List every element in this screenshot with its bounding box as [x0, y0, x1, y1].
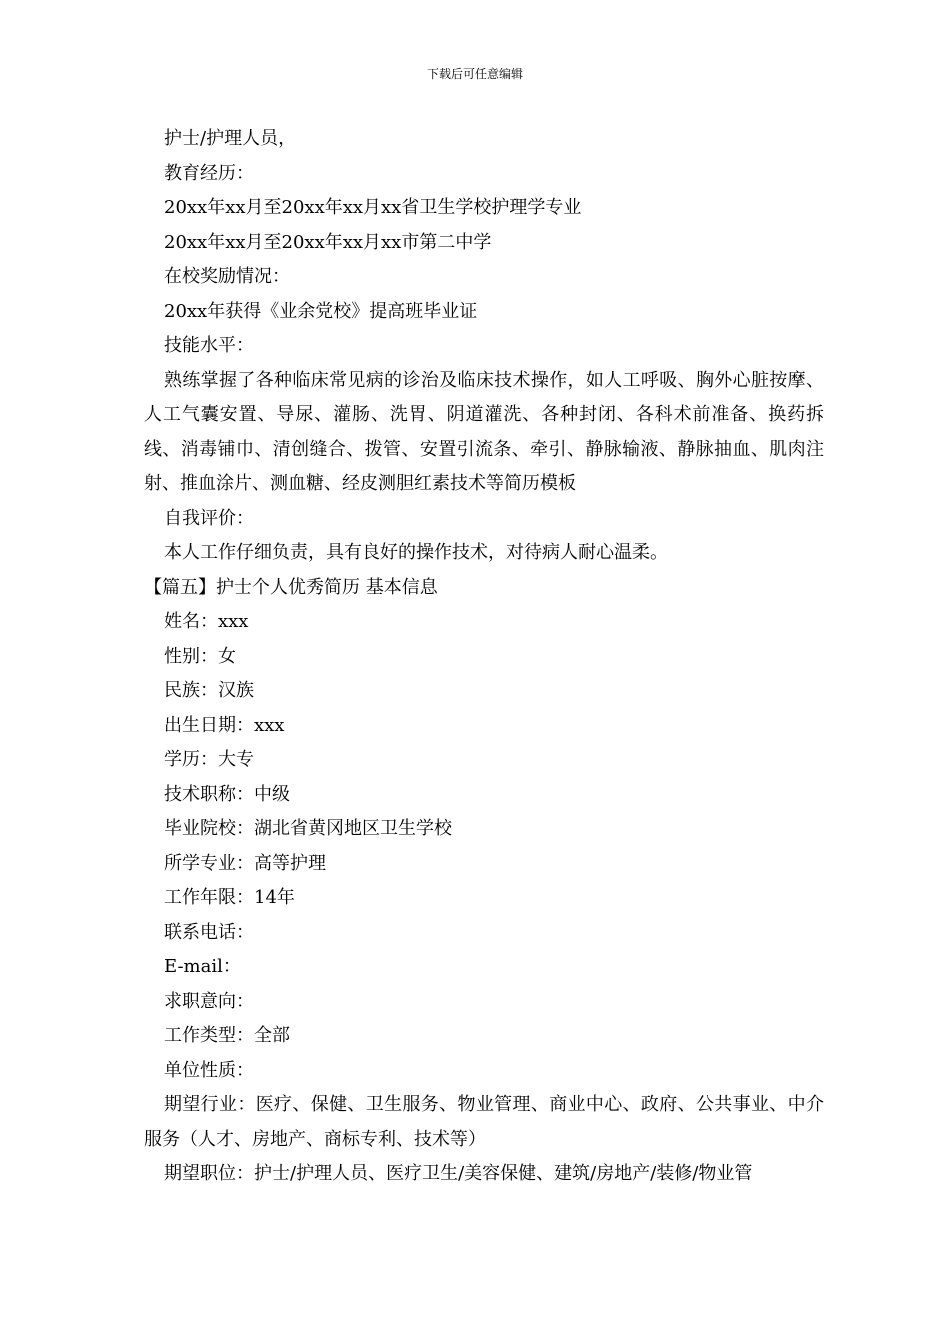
info-years: 工作年限：14年 — [164, 887, 295, 908]
position-line: 期望职位：护士/护理人员、医疗卫生/美容保健、建筑/房地产/装修/物业管 — [164, 1163, 753, 1184]
skills-paragraph: 熟练掌握了各种临床常见病的诊治及临床技术操作，如人工呼吸、胸外心脏按摩、人工气囊安置、导尿、灌肠、洗胃、阴道灌洗、各种封闭、各科术前准备、换药拆线、消毒铺巾、清创缝合、拨管、安置引流条、牵引、静脉输液、静脉抽血、肌肉注射、推血涂片、测血糖、经皮测胆红素技术等简历模板 — [144, 369, 824, 494]
info-major: 所学专业：高等护理 — [164, 852, 326, 874]
awards-item: 20xx年获得《业余党校》提高班毕业证 — [164, 300, 478, 322]
section-title: 【篇五】护士个人优秀简历 基本信息 — [144, 576, 438, 598]
education-item: 20xx年xx月至20xx年xx月xx省卫生学校护理学专业 — [164, 197, 582, 218]
info-unit-nature: 单位性质： — [164, 1059, 254, 1081]
info-school: 毕业院校：湖北省黄冈地区卫生学校 — [164, 818, 452, 839]
info-ethnicity: 民族：汉族 — [164, 680, 254, 701]
skills-heading: 技能水平： — [164, 335, 254, 356]
job-intent-heading: 求职意向： — [164, 990, 254, 1012]
info-job-type: 工作类型：全部 — [164, 1025, 290, 1046]
industry-paragraph: 期望行业：医疗、保健、卫生服务、物业管理、商业中心、政府、公共事业、中介服务（人才、房地产、商标专利、技术等） — [144, 1094, 824, 1150]
info-email: E-mail： — [164, 956, 241, 977]
education-item: 20xx年xx月至20xx年xx月xx市第二中学 — [164, 231, 492, 253]
info-name: 姓名：xxx — [164, 611, 249, 632]
info-education: 学历：大专 — [164, 749, 254, 770]
info-title: 技术职称：中级 — [164, 783, 290, 805]
document-body — [144, 122, 824, 1192]
info-phone: 联系电话： — [164, 921, 254, 943]
text-line: 护士/护理人员， — [164, 128, 297, 149]
self-eval-heading: 自我评价： — [164, 507, 254, 529]
page-header: 下载后可任意编辑 — [426, 67, 523, 81]
info-birthdate: 出生日期：xxx — [164, 714, 285, 736]
info-gender: 性别：女 — [164, 645, 236, 667]
self-eval-text: 本人工作仔细负责，具有良好的操作技术，对待病人耐心温柔。 — [164, 542, 668, 563]
awards-heading: 在校奖励情况： — [164, 266, 290, 287]
education-heading: 教育经历： — [164, 162, 254, 184]
